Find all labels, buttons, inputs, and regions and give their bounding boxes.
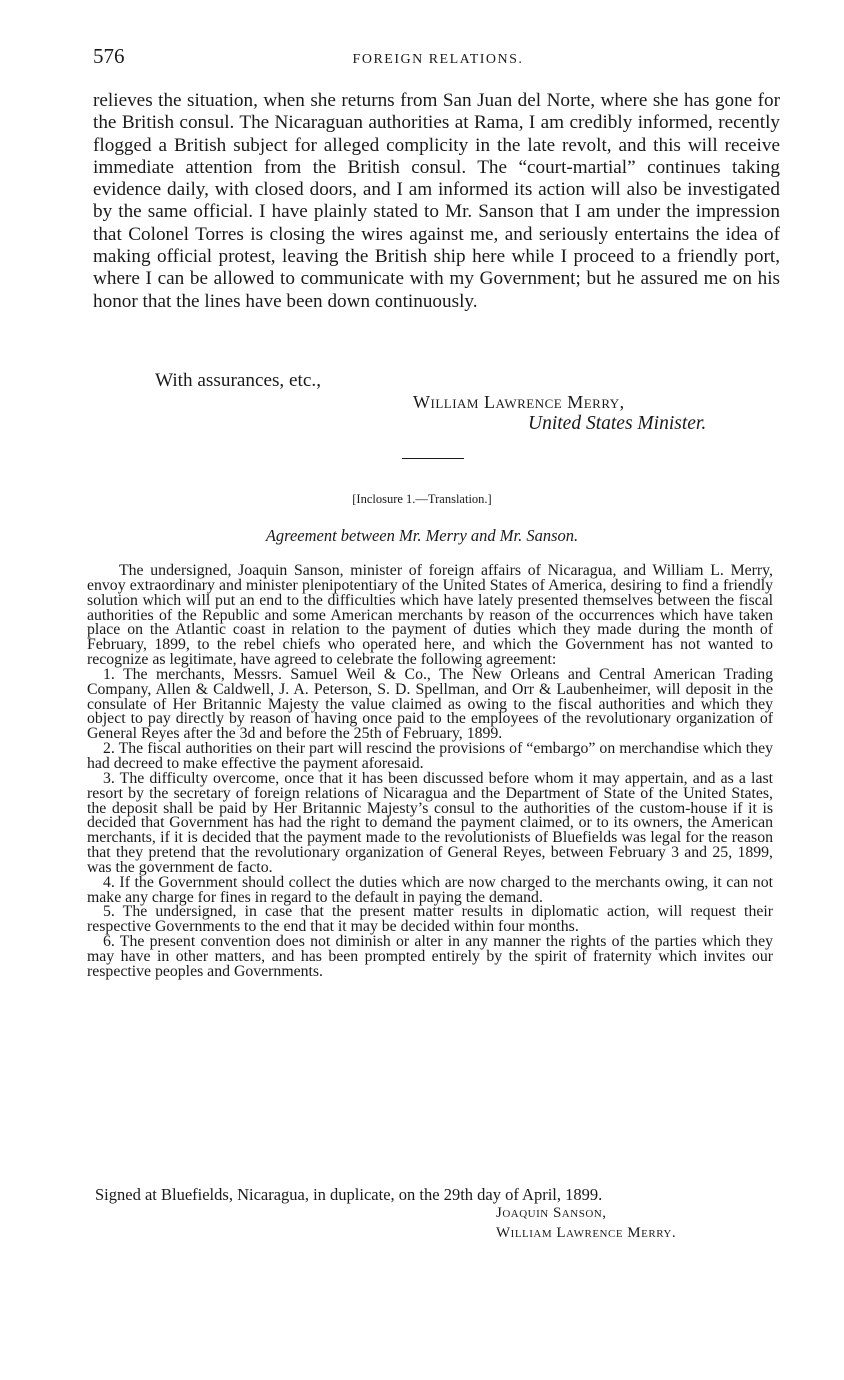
agreement-preamble: The undersigned, Joaquin Sanson, minister of foreign affairs of Nicaragua, and William L. Merry, envoy extraordinary and minister plenipotentiary of the United States of America, desiring to find a friendly solution which will put an end to the difficulties which have lately presented themselves between the fiscal authorities of the Republic and some American merchants by reason of the occurrences which have taken place on the Atlantic coast in relation to the payment of duties which they made during the month of February, 1899, to the rebel chiefs who operated here, and which the Government has not wanted to recognize as legitimate, have agreed to celebrate the following agreement:: [87, 562, 773, 669]
signature-merry: William Lawrence Merry.: [496, 1225, 677, 1241]
letter-signature-title: United States Minister.: [528, 413, 707, 434]
agreement-body: [87, 564, 773, 980]
agreement-article-1: 1. The merchants, Messrs. Samuel Weil & Co., The New Orleans and Central American Trading Company, Allen & Caldwell, J. A. Peterson, S. D. Spellman, and Orr & Laubenheimer, will deposit in the consulate of Her Britannic Majesty the value claimed as owing to the fiscal authorities and which they object to pay directly by reason of having once paid to the employees of the revolutionary organization of General Reyes after the 3d and before the 25th of February, 1899.: [87, 665, 773, 743]
page-header: [93, 44, 783, 74]
letter-body: [93, 90, 780, 313]
agreement-article-2: 2. The fiscal authorities on their part will rescind the provisions of “embargo” on merchandise which they had decreed to make effective the payment aforesaid.: [87, 740, 773, 772]
letter-signature-name: William Lawrence Merry,: [413, 392, 625, 412]
letter-paragraph: relieves the situation, when she returns from San Juan del Norte, where she has gone for the British consul. The Nicaraguan authorities at Rama, I am credibly informed, recently flogged a British subject for alleged complicity in the late revolt, and this will receive immediate attention from the British consul. The “court-martial” continues taking evidence daily, with closed doors, and I am informed its action will also be investigated by the same official. I have plainly stated to Mr. Sanson that I am under the impression that Colonel Torres is closing the wires against me, and seriously entertains the idea of making official protest, leaving the British ship here while I proceed to a friendly port, where I can be allowed to communicate with my Government; but he assured me on his honor that the lines have been down continuously.: [93, 90, 780, 312]
agreement-article-3: 3. The difficulty overcome, once that it has been discussed before whom it may appertain, and as a last resort by the secretary of foreign relations of Nicaragua and the Department of State of the United States, the deposit shall be paid by Her Britannic Majesty’s consul to the authorities of the custom-house if it is decided that Government has had the right to demand the payment claimed, or to its owners, the American merchants, if it is decided that the payment made to the revolutionists of Bluefields was legal for the reason that they pretend that the revolutionary organization of General Reyes, between February 3 and 25, 1899, was the government de facto.: [87, 769, 773, 876]
section-divider: [402, 458, 464, 459]
signed-line: Signed at Bluefields, Nicaragua, in duplicate, on the 29th day of April, 1899.: [95, 1185, 603, 1204]
letter-closing: With assurances, etc.,: [155, 370, 321, 391]
signature-sanson: Joaquin Sanson,: [496, 1205, 607, 1221]
agreement-article-5: 5. The undersigned, in case that the present matter results in diplomatic action, will request their respective Governments to the end that it may be decided within four months.: [87, 903, 773, 936]
inclosure-label: [Inclosure 1.—Translation.]: [352, 492, 492, 506]
agreement-title: Agreement between Mr. Merry and Mr. Sanson.: [265, 526, 579, 545]
agreement-article-6: 6. The present convention does not diminish or alter in any manner the rights of the parties which they may have in other matters, and has been prompted entirely by the spirit of fraternity which invites our respective peoples and Governments.: [87, 933, 773, 980]
running-head: FOREIGN RELATIONS.: [352, 52, 524, 67]
page-number: 576: [93, 44, 125, 68]
agreement-article-4: 4. If the Government should collect the duties which are now charged to the merchants owing, it can not make any charge for fines in regard to the default in paying the demand.: [87, 873, 773, 906]
